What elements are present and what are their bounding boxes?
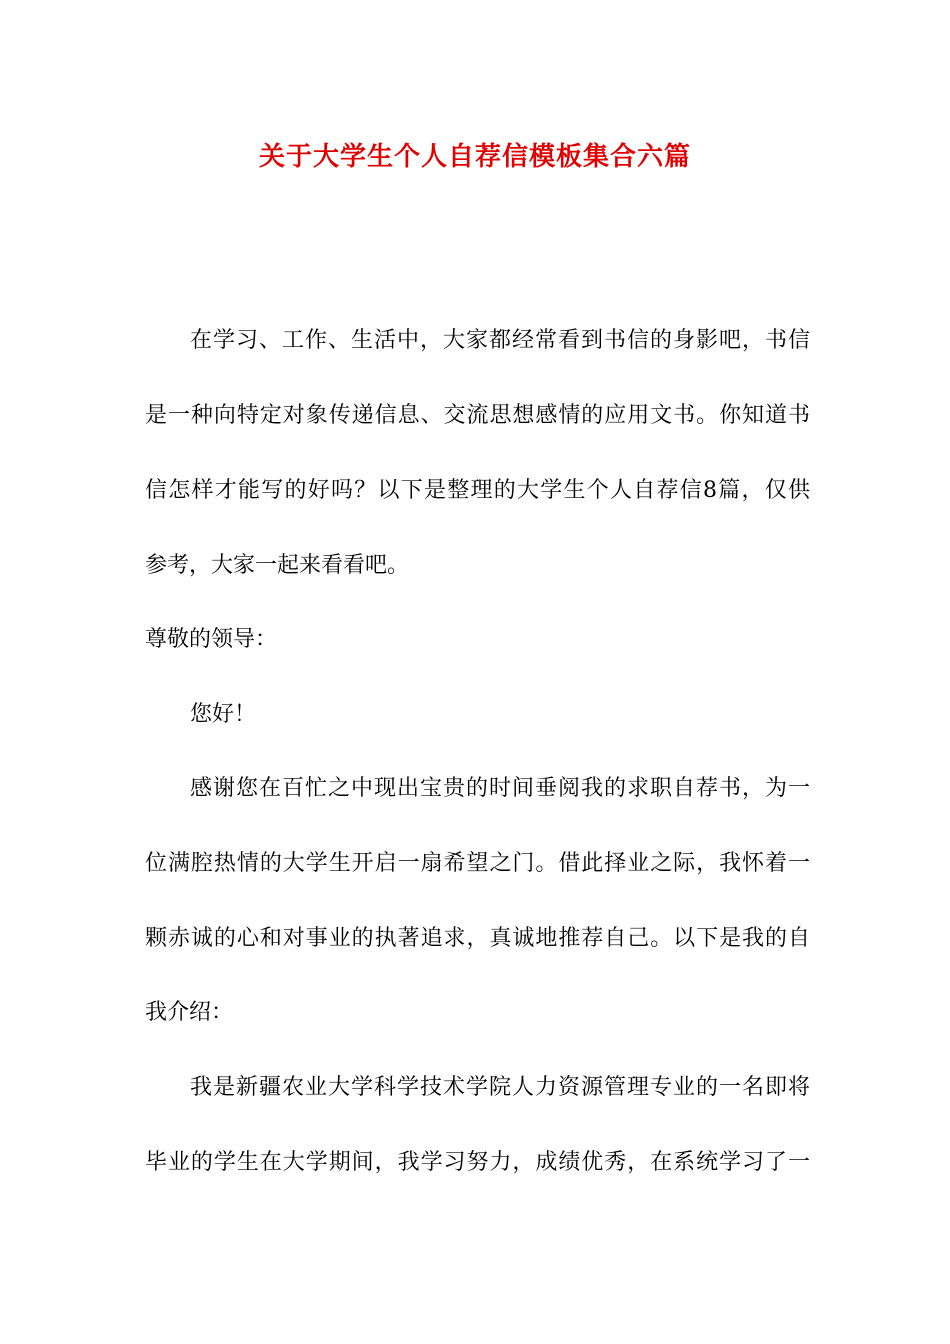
paragraph-line: 颗赤诚的心和对事业的执著追求，真诚地推荐自己。以下是我的自 — [145, 926, 810, 951]
paragraph-line: 毕业的学生在大学期间，我学习努力，成绩优秀，在系统学习了一 — [145, 1150, 810, 1175]
salutation: 尊敬的领导： — [145, 627, 278, 652]
paragraph-line: 是一种向特定对象传递信息、交流思想感情的应用文书。你知道书 — [145, 403, 810, 428]
paragraph-line: 我是新疆农业大学科学技术学院人力资源管理专业的一名即将 — [190, 1075, 810, 1100]
paragraph-line: 信怎样才能写的好吗？以下是整理的大学生个人自荐信8篇，仅供 — [145, 478, 810, 503]
paragraph-line: 位满腔热情的大学生开启一扇希望之门。借此择业之际，我怀着一 — [145, 851, 810, 876]
paragraph-line: 参考，大家一起来看看吧。 — [145, 553, 410, 578]
greeting: 您好！ — [190, 702, 257, 727]
paragraph-line: 我介绍： — [145, 1000, 234, 1025]
document-title: 关于大学生个人自荐信模板集合六篇 — [258, 142, 691, 172]
paragraph-line: 在学习、工作、生活中，大家都经常看到书信的身影吧，书信 — [190, 328, 810, 353]
paragraph-line: 感谢您在百忙之中现出宝贵的时间垂阅我的求职自荐书，为一 — [190, 776, 810, 801]
